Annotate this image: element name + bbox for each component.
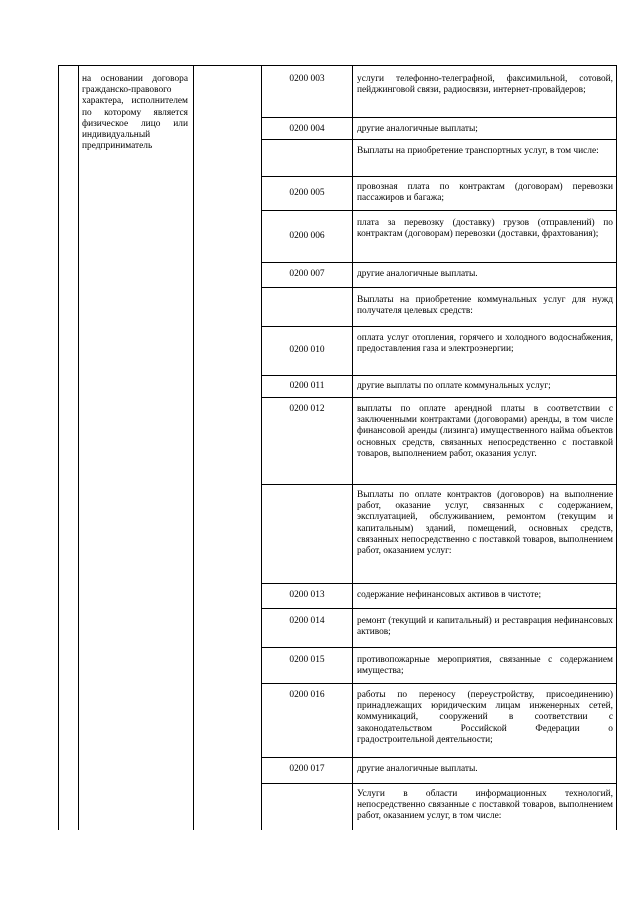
row-separator <box>261 683 617 684</box>
row-code: 0200 017 <box>289 764 325 774</box>
row-separator <box>261 117 617 118</box>
row-separator <box>261 262 617 263</box>
row-code: 0200 014 <box>289 616 325 626</box>
table-border-left <box>58 65 59 830</box>
row-description: ремонт (текущий и капитальный) и реставрация нефинансовых активов; <box>357 616 613 638</box>
row-separator <box>261 397 617 398</box>
table-column-divider-1 <box>78 65 79 830</box>
row-separator <box>261 783 617 784</box>
row-code: 0200 006 <box>289 231 325 241</box>
row-description: другие аналогичные выплаты; <box>357 124 478 134</box>
row-description: Выплаты на приобретение коммунальных услуг для нужд получателя целевых средств: <box>357 295 613 317</box>
row-description: работы по переносу (переустройству, присоединению) принадлежащих юридическим лицам инженерных сетей, коммуникаций, сооружений в соответствии с законодательством Российской Федерации о градостроительной деятельности; <box>357 690 613 745</box>
row-code: 0200 003 <box>289 74 325 84</box>
row-separator <box>261 176 617 177</box>
row-code: 0200 004 <box>289 124 325 134</box>
row-description: плата за перевозку (доставку) грузов (отправлений) по контрактам (договорам) перевозки (доставки, фрахтования); <box>357 218 613 240</box>
row-description: противопожарные мероприятия, связанные с содержанием имущества; <box>357 655 613 677</box>
row-description: оплата услуг отопления, горячего и холодного водоснабжения, предоставления газа и электроэнергии; <box>357 333 613 355</box>
table-border-top <box>58 65 617 66</box>
row-description: Выплаты на приобретение транспортных услуг, в том числе: <box>357 146 599 156</box>
row-code: 0200 013 <box>289 590 325 600</box>
row-description: услуги телефонно-телеграфной, факсимильной, сотовой, пейджинговой связи, радиосвязи, интернет-провайдеров; <box>357 74 613 96</box>
row-description: Выплаты по оплате контрактов (договоров) на выполнение работ, оказание услуг, связанных с содержанием, эксплуатацией, обслуживанием, ремонтом (текущим и капитальным) зданий, помещений, основных средств, связанных непосредственно с поставкой товаров, выполнением работ, оказанием услуг: <box>357 490 613 557</box>
table-column-divider-3 <box>261 65 262 830</box>
row-separator <box>261 608 617 609</box>
row-description: выплаты по оплате арендной платы в соответствии с заключенными контрактами (договорами) аренды, в том числе финансовой аренды (лизинга) имущественного найма объектов основных средств, связанных непосредственно с поставкой товаров, выполнением работ, оказания услуг. <box>357 404 613 459</box>
table-column-divider-2 <box>193 65 194 830</box>
row-code: 0200 016 <box>289 690 325 700</box>
row-separator <box>261 287 617 288</box>
row-description: другие аналогичные выплаты. <box>357 269 478 279</box>
row-separator <box>261 583 617 584</box>
row-separator <box>261 484 617 485</box>
row-description: Услуги в области информационных технологий, непосредственно связанные с поставкой товаров, выполнением работ, оказанием услуг, в том числе: <box>357 789 613 822</box>
row-separator <box>261 647 617 648</box>
row-separator <box>261 210 617 211</box>
row-code: 0200 010 <box>289 345 325 355</box>
table-border-right <box>616 65 617 830</box>
row-separator <box>261 326 617 327</box>
row-description: другие выплаты по оплате коммунальных услуг; <box>357 381 551 391</box>
row-separator <box>261 375 617 376</box>
row-code: 0200 012 <box>289 404 325 414</box>
row-description: содержание нефинансовых активов в чистоте; <box>357 590 542 600</box>
left-column-text: на основании договора гражданско-правового характера, исполнителем по которому является физическое лицо или индивидуальный предприниматель <box>82 74 188 152</box>
row-separator <box>261 757 617 758</box>
table-column-divider-4 <box>352 65 353 830</box>
row-code: 0200 005 <box>289 188 325 198</box>
row-code: 0200 011 <box>289 381 325 391</box>
row-description: другие аналогичные выплаты. <box>357 764 478 774</box>
row-code: 0200 007 <box>289 269 325 279</box>
row-code: 0200 015 <box>289 655 325 665</box>
row-description: провозная плата по контрактам (договорам) перевозки пассажиров и багажа; <box>357 182 613 204</box>
row-separator <box>261 139 617 140</box>
